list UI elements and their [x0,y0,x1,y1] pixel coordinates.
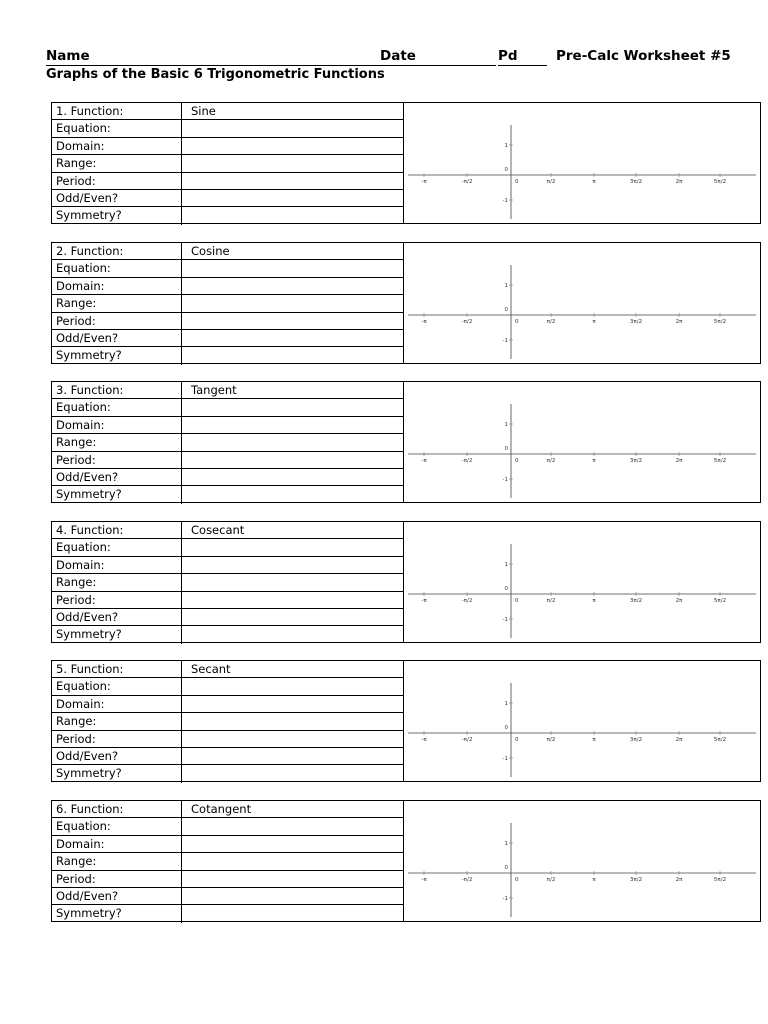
period-label: Period: [56,592,96,607]
odd-even-answer-field[interactable] [181,190,402,207]
symmetry-label: Symmetry? [56,208,122,223]
y-tick-label: -1 [502,617,508,623]
function-name-cell [181,522,402,539]
row-function [52,801,404,818]
row-equation [52,120,404,137]
row-equation [52,399,404,416]
function-label: 5. Function: [56,662,124,676]
symmetry-answer-field[interactable] [181,905,402,922]
symmetry-answer-field[interactable] [181,207,402,224]
symmetry-label: Symmetry? [56,766,122,781]
period-answer-field[interactable] [181,313,402,330]
x-tick-label: π [592,598,596,604]
range-answer-field[interactable] [181,155,402,172]
period-label: Period: [56,313,96,328]
odd-even-label: Odd/Even? [56,331,119,345]
range-label: Range: [56,854,97,869]
period-answer-field[interactable] [181,731,402,748]
row-domain [52,138,404,155]
function-name: Tangent [191,383,237,397]
row-period [52,731,404,748]
range-answer-field[interactable] [181,574,402,591]
function-name-cell [181,243,402,260]
symmetry-label: Symmetry? [56,348,122,363]
x-tick-label: 0 [515,598,519,604]
x-tick-label: 5π/2 [713,458,727,464]
symmetry-answer-field[interactable] [181,347,402,364]
x-tick-label: 3π/2 [629,458,643,464]
row-equation [52,818,404,835]
symmetry-answer-field[interactable] [181,486,402,503]
row-function [52,522,404,539]
row-domain [52,278,404,295]
equation-answer-field[interactable] [181,539,402,556]
symmetry-label: Symmetry? [56,627,122,642]
blank-axes [404,661,760,781]
symmetry-label: Symmetry? [56,906,122,921]
function-name-cell [181,382,402,399]
worksheet-title: Pre-Calc Worksheet #5 [556,48,731,64]
function-section-1 [51,102,761,224]
y-tick-label: 1 [504,422,508,428]
x-tick-label: -π [421,179,427,185]
y-tick-label: 1 [504,841,508,847]
y-tick-label: 0 [504,586,508,592]
function-label: 2. Function: [56,244,124,258]
x-tick-label: π/2 [546,737,556,743]
odd-even-answer-field[interactable] [181,330,402,347]
x-tick-label: 5π/2 [713,737,727,743]
function-name-cell [181,661,402,678]
x-tick-label: -π/2 [461,877,473,883]
x-tick-label: 2π [675,737,683,743]
page-subtitle: Graphs of the Basic 6 Trigonometric Functions [46,67,385,82]
domain-label: Domain: [56,696,105,711]
symmetry-label: Symmetry? [56,487,122,502]
row-function [52,661,404,678]
y-tick-label: 0 [504,725,508,731]
period-answer-field[interactable] [181,452,402,469]
function-section-5 [51,660,761,782]
equation-label: Equation: [56,819,111,834]
function-name-cell [181,103,402,120]
period-answer-field[interactable] [181,173,402,190]
x-tick-label: 0 [515,319,519,325]
function-label: 1. Function: [56,104,124,118]
graph-area[interactable] [404,382,760,502]
equation-answer-field[interactable] [181,399,402,416]
name-label: Name [46,48,90,64]
domain-answer-field[interactable] [181,138,402,155]
row-period [52,313,404,330]
function-property-table [52,661,404,781]
row-range [52,434,404,451]
y-tick-label: 1 [504,562,508,568]
equation-answer-field[interactable] [181,260,402,277]
equation-label: Equation: [56,679,111,694]
x-tick-label: 3π/2 [629,877,643,883]
range-answer-field[interactable] [181,295,402,312]
row-equation [52,260,404,277]
range-label: Range: [56,296,97,311]
equation-label: Equation: [56,540,111,555]
row-function [52,382,404,399]
x-tick-label: 3π/2 [629,179,643,185]
row-function [52,103,404,120]
row-symmetry [52,765,404,782]
x-tick-label: 0 [515,458,519,464]
y-tick-label: 1 [504,283,508,289]
blank-axes [404,522,760,642]
function-label: 4. Function: [56,523,124,537]
function-property-table [52,801,404,921]
x-tick-label: π [592,737,596,743]
odd-even-label: Odd/Even? [56,191,119,205]
range-label: Range: [56,156,97,171]
period-label: Period: [56,452,96,467]
row-odd-even [52,469,404,486]
row-range [52,295,404,312]
y-tick-label: 0 [504,865,508,871]
x-tick-label: 2π [675,179,683,185]
function-section-4 [51,521,761,643]
row-period [52,871,404,888]
range-answer-field[interactable] [181,434,402,451]
y-tick-label: 1 [504,701,508,707]
equation-label: Equation: [56,400,111,415]
function-property-table [52,243,404,363]
domain-label: Domain: [56,138,105,153]
row-period [52,592,404,609]
graph-area[interactable] [404,103,760,223]
row-symmetry [52,905,404,922]
odd-even-answer-field[interactable] [181,748,402,765]
row-period [52,452,404,469]
row-symmetry [52,207,404,224]
odd-even-answer-field[interactable] [181,609,402,626]
y-tick-label: -1 [502,896,508,902]
row-odd-even [52,190,404,207]
x-tick-label: π [592,179,596,185]
range-answer-field[interactable] [181,853,402,870]
pd-line [498,65,547,66]
range-label: Range: [56,435,97,450]
row-period [52,173,404,190]
name-line [46,65,386,66]
y-tick-label: -1 [502,756,508,762]
odd-even-label: Odd/Even? [56,610,119,624]
row-symmetry [52,486,404,503]
equation-answer-field[interactable] [181,818,402,835]
y-tick-label: -1 [502,198,508,204]
function-section-2 [51,242,761,364]
x-tick-label: π/2 [546,458,556,464]
graph-area[interactable] [404,801,760,921]
row-odd-even [52,609,404,626]
odd-even-label: Odd/Even? [56,470,119,484]
x-tick-label: 3π/2 [629,737,643,743]
row-equation [52,539,404,556]
range-label: Range: [56,575,97,590]
domain-answer-field[interactable] [181,836,402,853]
function-label: 3. Function: [56,383,124,397]
odd-even-label: Odd/Even? [56,889,119,903]
function-section-6 [51,800,761,922]
function-name: Cosecant [191,523,245,537]
row-equation [52,678,404,695]
x-tick-label: 0 [515,179,519,185]
x-tick-label: 5π/2 [713,598,727,604]
y-tick-label: 1 [504,143,508,149]
graph-area[interactable] [404,243,760,363]
period-label: Period: [56,173,96,188]
x-tick-label: 3π/2 [629,598,643,604]
row-domain [52,557,404,574]
odd-even-answer-field[interactable] [181,469,402,486]
x-tick-label: π [592,458,596,464]
row-range [52,853,404,870]
x-tick-label: 5π/2 [713,319,727,325]
x-tick-label: 2π [675,598,683,604]
equation-label: Equation: [56,121,111,136]
period-answer-field[interactable] [181,871,402,888]
x-tick-label: -π/2 [461,458,473,464]
x-tick-label: π [592,877,596,883]
y-tick-label: -1 [502,338,508,344]
domain-answer-field[interactable] [181,278,402,295]
function-property-table [52,382,404,502]
period-label: Period: [56,731,96,746]
y-tick-label: 0 [504,167,508,173]
x-tick-label: 5π/2 [713,877,727,883]
row-symmetry [52,626,404,643]
function-property-table [52,103,404,223]
odd-even-label: Odd/Even? [56,749,119,763]
x-tick-label: -π [421,458,427,464]
function-name: Cosine [191,244,230,258]
function-name-cell [181,801,402,818]
function-label: 6. Function: [56,802,124,816]
x-tick-label: -π [421,598,427,604]
y-tick-label: -1 [502,477,508,483]
equation-answer-field[interactable] [181,678,402,695]
blank-axes [404,801,760,921]
row-function [52,243,404,260]
range-label: Range: [56,714,97,729]
odd-even-answer-field[interactable] [181,888,402,905]
x-tick-label: 0 [515,737,519,743]
domain-answer-field[interactable] [181,557,402,574]
date-line [380,65,496,66]
x-tick-label: -π/2 [461,179,473,185]
symmetry-answer-field[interactable] [181,765,402,782]
blank-axes [404,243,760,363]
row-odd-even [52,888,404,905]
x-tick-label: 5π/2 [713,179,727,185]
x-tick-label: -π [421,319,427,325]
row-symmetry [52,347,404,364]
function-section-3 [51,381,761,503]
x-tick-label: -π/2 [461,598,473,604]
row-domain [52,696,404,713]
x-tick-label: -π [421,737,427,743]
x-tick-label: π/2 [546,319,556,325]
x-tick-label: π [592,319,596,325]
domain-label: Domain: [56,417,105,432]
function-property-table [52,522,404,642]
x-tick-label: π/2 [546,877,556,883]
equation-answer-field[interactable] [181,120,402,137]
x-tick-label: 0 [515,877,519,883]
x-tick-label: -π/2 [461,737,473,743]
x-tick-label: 2π [675,877,683,883]
y-tick-label: 0 [504,307,508,313]
symmetry-answer-field[interactable] [181,626,402,643]
x-tick-label: 2π [675,458,683,464]
domain-answer-field[interactable] [181,696,402,713]
worksheet-header [46,46,731,86]
row-range [52,155,404,172]
x-tick-label: 3π/2 [629,319,643,325]
graph-area[interactable] [404,522,760,642]
date-label: Date [380,48,416,64]
domain-label: Domain: [56,557,105,572]
x-tick-label: 2π [675,319,683,325]
graph-area[interactable] [404,661,760,781]
period-label: Pd [498,48,518,64]
row-range [52,713,404,730]
row-range [52,574,404,591]
y-tick-label: 0 [504,446,508,452]
row-domain [52,417,404,434]
range-answer-field[interactable] [181,713,402,730]
x-tick-label: π/2 [546,598,556,604]
function-name: Cotangent [191,802,252,816]
row-domain [52,836,404,853]
period-label: Period: [56,871,96,886]
domain-answer-field[interactable] [181,417,402,434]
function-name: Secant [191,662,231,676]
domain-label: Domain: [56,278,105,293]
blank-axes [404,103,760,223]
x-tick-label: -π/2 [461,319,473,325]
blank-axes [404,382,760,502]
domain-label: Domain: [56,836,105,851]
x-tick-label: π/2 [546,179,556,185]
function-name: Sine [191,104,216,118]
row-odd-even [52,748,404,765]
period-answer-field[interactable] [181,592,402,609]
x-tick-label: -π [421,877,427,883]
equation-label: Equation: [56,261,111,276]
row-odd-even [52,330,404,347]
